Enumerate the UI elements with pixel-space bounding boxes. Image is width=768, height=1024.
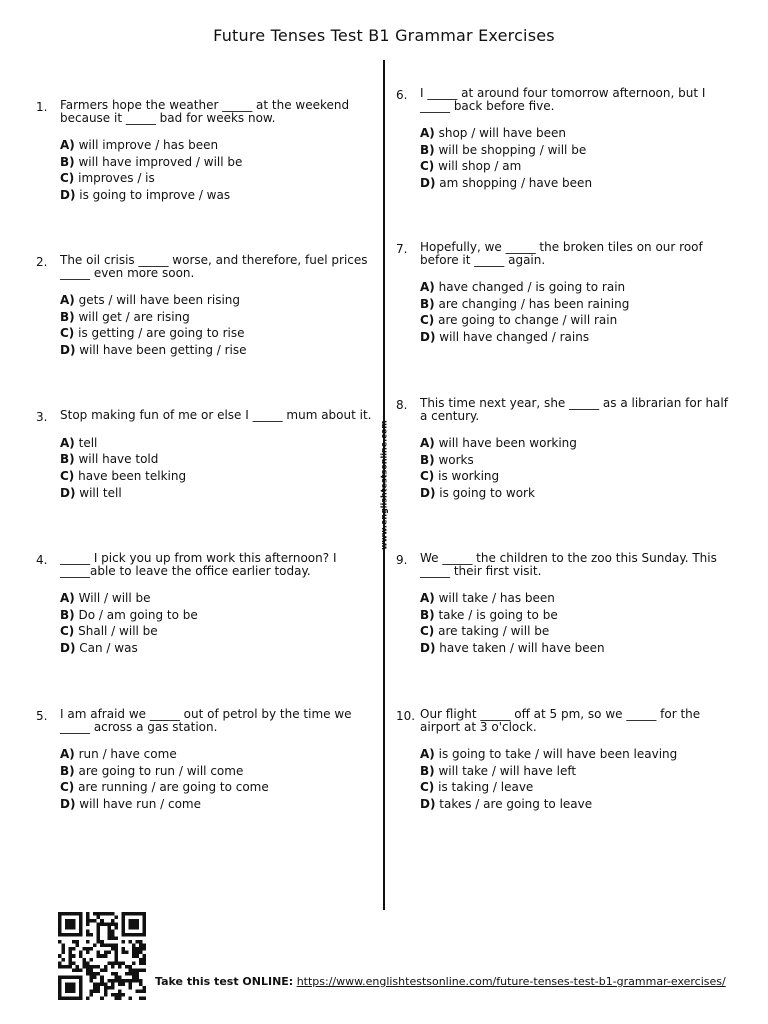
question-text: Farmers hope the weather _____ at the weekend because it _____ bad for weeks now. xyxy=(60,98,350,125)
option-text: will shop / am xyxy=(438,159,522,174)
option-letter: B) xyxy=(420,607,435,622)
option-text: shop / will have been xyxy=(438,126,566,140)
answer-option xyxy=(60,451,380,468)
option-letter: D) xyxy=(60,797,76,812)
question-3 xyxy=(36,408,380,501)
answer-option xyxy=(420,158,735,175)
page-title: Future Tenses Test B1 Grammar Exercises xyxy=(213,26,555,45)
answer-option xyxy=(420,485,735,502)
answer-option xyxy=(60,468,380,485)
option-text: will have been getting / rise xyxy=(79,343,247,358)
question-text: Stop making fun of me or else I _____ mum about it. xyxy=(60,408,372,422)
option-letter: B) xyxy=(60,452,75,467)
option-text: is taking / leave xyxy=(438,780,534,795)
option-letter: B) xyxy=(60,607,75,622)
answer-option xyxy=(60,137,380,154)
option-text: Can / was xyxy=(79,641,138,656)
answer-option xyxy=(420,640,735,657)
answer-option xyxy=(60,779,380,796)
option-letter: D) xyxy=(60,485,76,500)
answer-option xyxy=(420,142,735,159)
option-text: Shall / will be xyxy=(78,624,158,639)
answer-option xyxy=(60,292,380,309)
answer-option xyxy=(420,329,735,346)
option-letter: D) xyxy=(420,330,436,345)
question-number: 6. xyxy=(396,88,408,102)
option-text: take / is going to be xyxy=(438,607,558,622)
question-text: I am afraid we _____ out of petrol by the time we _____ across a gas station. xyxy=(60,707,352,734)
answer-option xyxy=(60,309,380,326)
option-letter: B) xyxy=(420,142,435,157)
option-text: have changed / is going to rain xyxy=(438,280,626,294)
option-text: is working xyxy=(438,469,500,484)
option-letter: A) xyxy=(60,747,75,761)
option-letter: A) xyxy=(420,747,435,761)
option-letter: D) xyxy=(420,176,436,191)
answer-option xyxy=(420,763,735,780)
option-text: will take / will have left xyxy=(438,763,577,778)
question-text: I _____ at around four tomorrow afternoon, but I _____ back before five. xyxy=(420,86,706,113)
answer-option xyxy=(60,325,380,342)
option-letter: C) xyxy=(420,159,435,174)
option-text: will tell xyxy=(79,485,122,500)
option-text: gets / will have been rising xyxy=(78,293,241,307)
question-number: 5. xyxy=(36,709,48,723)
option-letter: C) xyxy=(60,326,75,341)
question-number: 10. xyxy=(396,709,416,723)
option-text: are taking / will be xyxy=(438,624,550,639)
answer-option xyxy=(420,125,735,142)
answer-option xyxy=(420,590,735,607)
answer-option xyxy=(60,170,380,187)
question-number: 8. xyxy=(396,398,408,412)
option-text: is getting / are going to rise xyxy=(78,326,245,341)
question-number: 9. xyxy=(396,553,408,567)
question-1 xyxy=(36,98,380,204)
question-10 xyxy=(396,707,735,813)
option-letter: A) xyxy=(60,138,75,152)
answer-option xyxy=(420,623,735,640)
option-letter: B) xyxy=(420,452,435,467)
answer-option xyxy=(60,187,380,204)
option-letter: A) xyxy=(60,293,75,307)
question-4 xyxy=(36,551,380,657)
option-text: is going to improve / was xyxy=(79,188,231,203)
question-9 xyxy=(396,551,735,657)
answer-option xyxy=(60,623,380,640)
answer-option xyxy=(420,435,735,452)
footer-label: Take this test ONLINE: xyxy=(155,975,294,988)
option-letter: D) xyxy=(60,188,76,203)
answer-option xyxy=(60,796,380,813)
option-letter: B) xyxy=(60,309,75,324)
option-letter: D) xyxy=(60,343,76,358)
question-number: 1. xyxy=(36,100,48,114)
option-text: Will / will be xyxy=(78,591,151,605)
question-number: 4. xyxy=(36,553,48,567)
option-letter: A) xyxy=(420,126,435,140)
option-text: tell xyxy=(78,435,98,450)
answer-option xyxy=(420,312,735,329)
option-text: will improve / has been xyxy=(78,138,219,152)
qr-code-icon xyxy=(58,912,146,1000)
question-text: This time next year, she _____ as a librarian for half a century. xyxy=(420,396,728,423)
answer-option xyxy=(420,746,735,763)
option-text: will have improved / will be xyxy=(78,154,243,169)
footer xyxy=(155,975,726,988)
option-letter: B) xyxy=(420,296,435,311)
answer-option xyxy=(60,763,380,780)
answer-option xyxy=(420,796,735,813)
question-number: 2. xyxy=(36,255,48,269)
option-text: is going to take / will have been leaving xyxy=(438,747,678,761)
option-letter: A) xyxy=(60,435,75,450)
question-text: _____ I pick you up from work this afternoon? I _____able to leave the office earlier today. xyxy=(60,551,337,578)
question-text: Hopefully, we _____ the broken tiles on our roof before it _____ again. xyxy=(420,240,703,267)
question-7 xyxy=(396,240,735,346)
option-letter: B) xyxy=(60,154,75,169)
option-text: Do / am going to be xyxy=(78,607,198,622)
answer-option xyxy=(420,468,735,485)
question-text: Our flight _____ off at 5 pm, so we _____ for the airport at 3 o'clock. xyxy=(420,707,701,734)
answer-option xyxy=(60,435,380,452)
option-letter: D) xyxy=(60,641,76,656)
option-text: will have been working xyxy=(438,436,577,450)
option-text: improves / is xyxy=(78,171,155,186)
option-text: is going to work xyxy=(439,486,535,501)
option-text: will have changed / rains xyxy=(439,330,590,345)
option-letter: C) xyxy=(420,624,435,639)
option-letter: B) xyxy=(60,763,75,778)
option-letter: C) xyxy=(60,780,75,795)
answer-option xyxy=(420,452,735,469)
option-text: are going to change / will rain xyxy=(438,313,618,328)
answer-option xyxy=(60,746,380,763)
option-letter: D) xyxy=(420,797,436,812)
question-6 xyxy=(396,86,735,192)
question-number: 7. xyxy=(396,242,408,256)
option-text: run / have come xyxy=(78,747,177,761)
option-text: have taken / will have been xyxy=(439,641,605,656)
answer-option xyxy=(60,607,380,624)
option-letter: A) xyxy=(420,436,435,450)
answer-option xyxy=(60,342,380,359)
answer-option xyxy=(420,279,735,296)
option-text: am shopping / have been xyxy=(439,176,593,191)
answer-option xyxy=(60,590,380,607)
question-text: We _____ the children to the zoo this Sunday. This _____ their first visit. xyxy=(420,551,717,578)
option-text: will get / are rising xyxy=(78,309,190,324)
answer-option xyxy=(420,296,735,313)
option-text: works xyxy=(438,452,474,467)
answer-option xyxy=(60,640,380,657)
option-text: will have run / come xyxy=(79,797,201,812)
question-2 xyxy=(36,253,380,359)
answer-option xyxy=(420,779,735,796)
option-letter: C) xyxy=(60,468,75,483)
answer-option xyxy=(60,154,380,171)
option-letter: A) xyxy=(420,280,435,294)
question-8 xyxy=(396,396,735,502)
option-letter: B) xyxy=(420,763,435,778)
option-text: have been telking xyxy=(78,468,187,483)
option-letter: C) xyxy=(420,313,435,328)
option-text: will have told xyxy=(78,452,159,467)
option-letter: D) xyxy=(420,641,436,656)
answer-option xyxy=(420,607,735,624)
vertical-site-url: www.englishtestsonline.com xyxy=(379,420,389,550)
option-text: are changing / has been raining xyxy=(438,296,630,311)
option-text: takes / are going to leave xyxy=(439,797,593,812)
option-text: will be shopping / will be xyxy=(438,142,587,157)
option-letter: C) xyxy=(420,780,435,795)
option-letter: C) xyxy=(60,171,75,186)
answer-option xyxy=(60,485,380,502)
option-letter: C) xyxy=(60,624,75,639)
answer-option xyxy=(420,175,735,192)
option-letter: A) xyxy=(60,591,75,605)
option-text: will take / has been xyxy=(438,591,555,605)
option-text: are running / are going to come xyxy=(78,780,269,795)
question-text: The oil crisis _____ worse, and therefore, fuel prices _____ even more soon. xyxy=(60,253,368,280)
option-letter: D) xyxy=(420,486,436,501)
option-letter: C) xyxy=(420,469,435,484)
question-5 xyxy=(36,707,380,813)
option-text: are going to run / will come xyxy=(78,763,244,778)
test-online-link[interactable]: https://www.englishtestsonline.com/future-tenses-test-b1-grammar-exercises/ xyxy=(296,975,726,988)
question-number: 3. xyxy=(36,410,48,424)
option-letter: A) xyxy=(420,591,435,605)
